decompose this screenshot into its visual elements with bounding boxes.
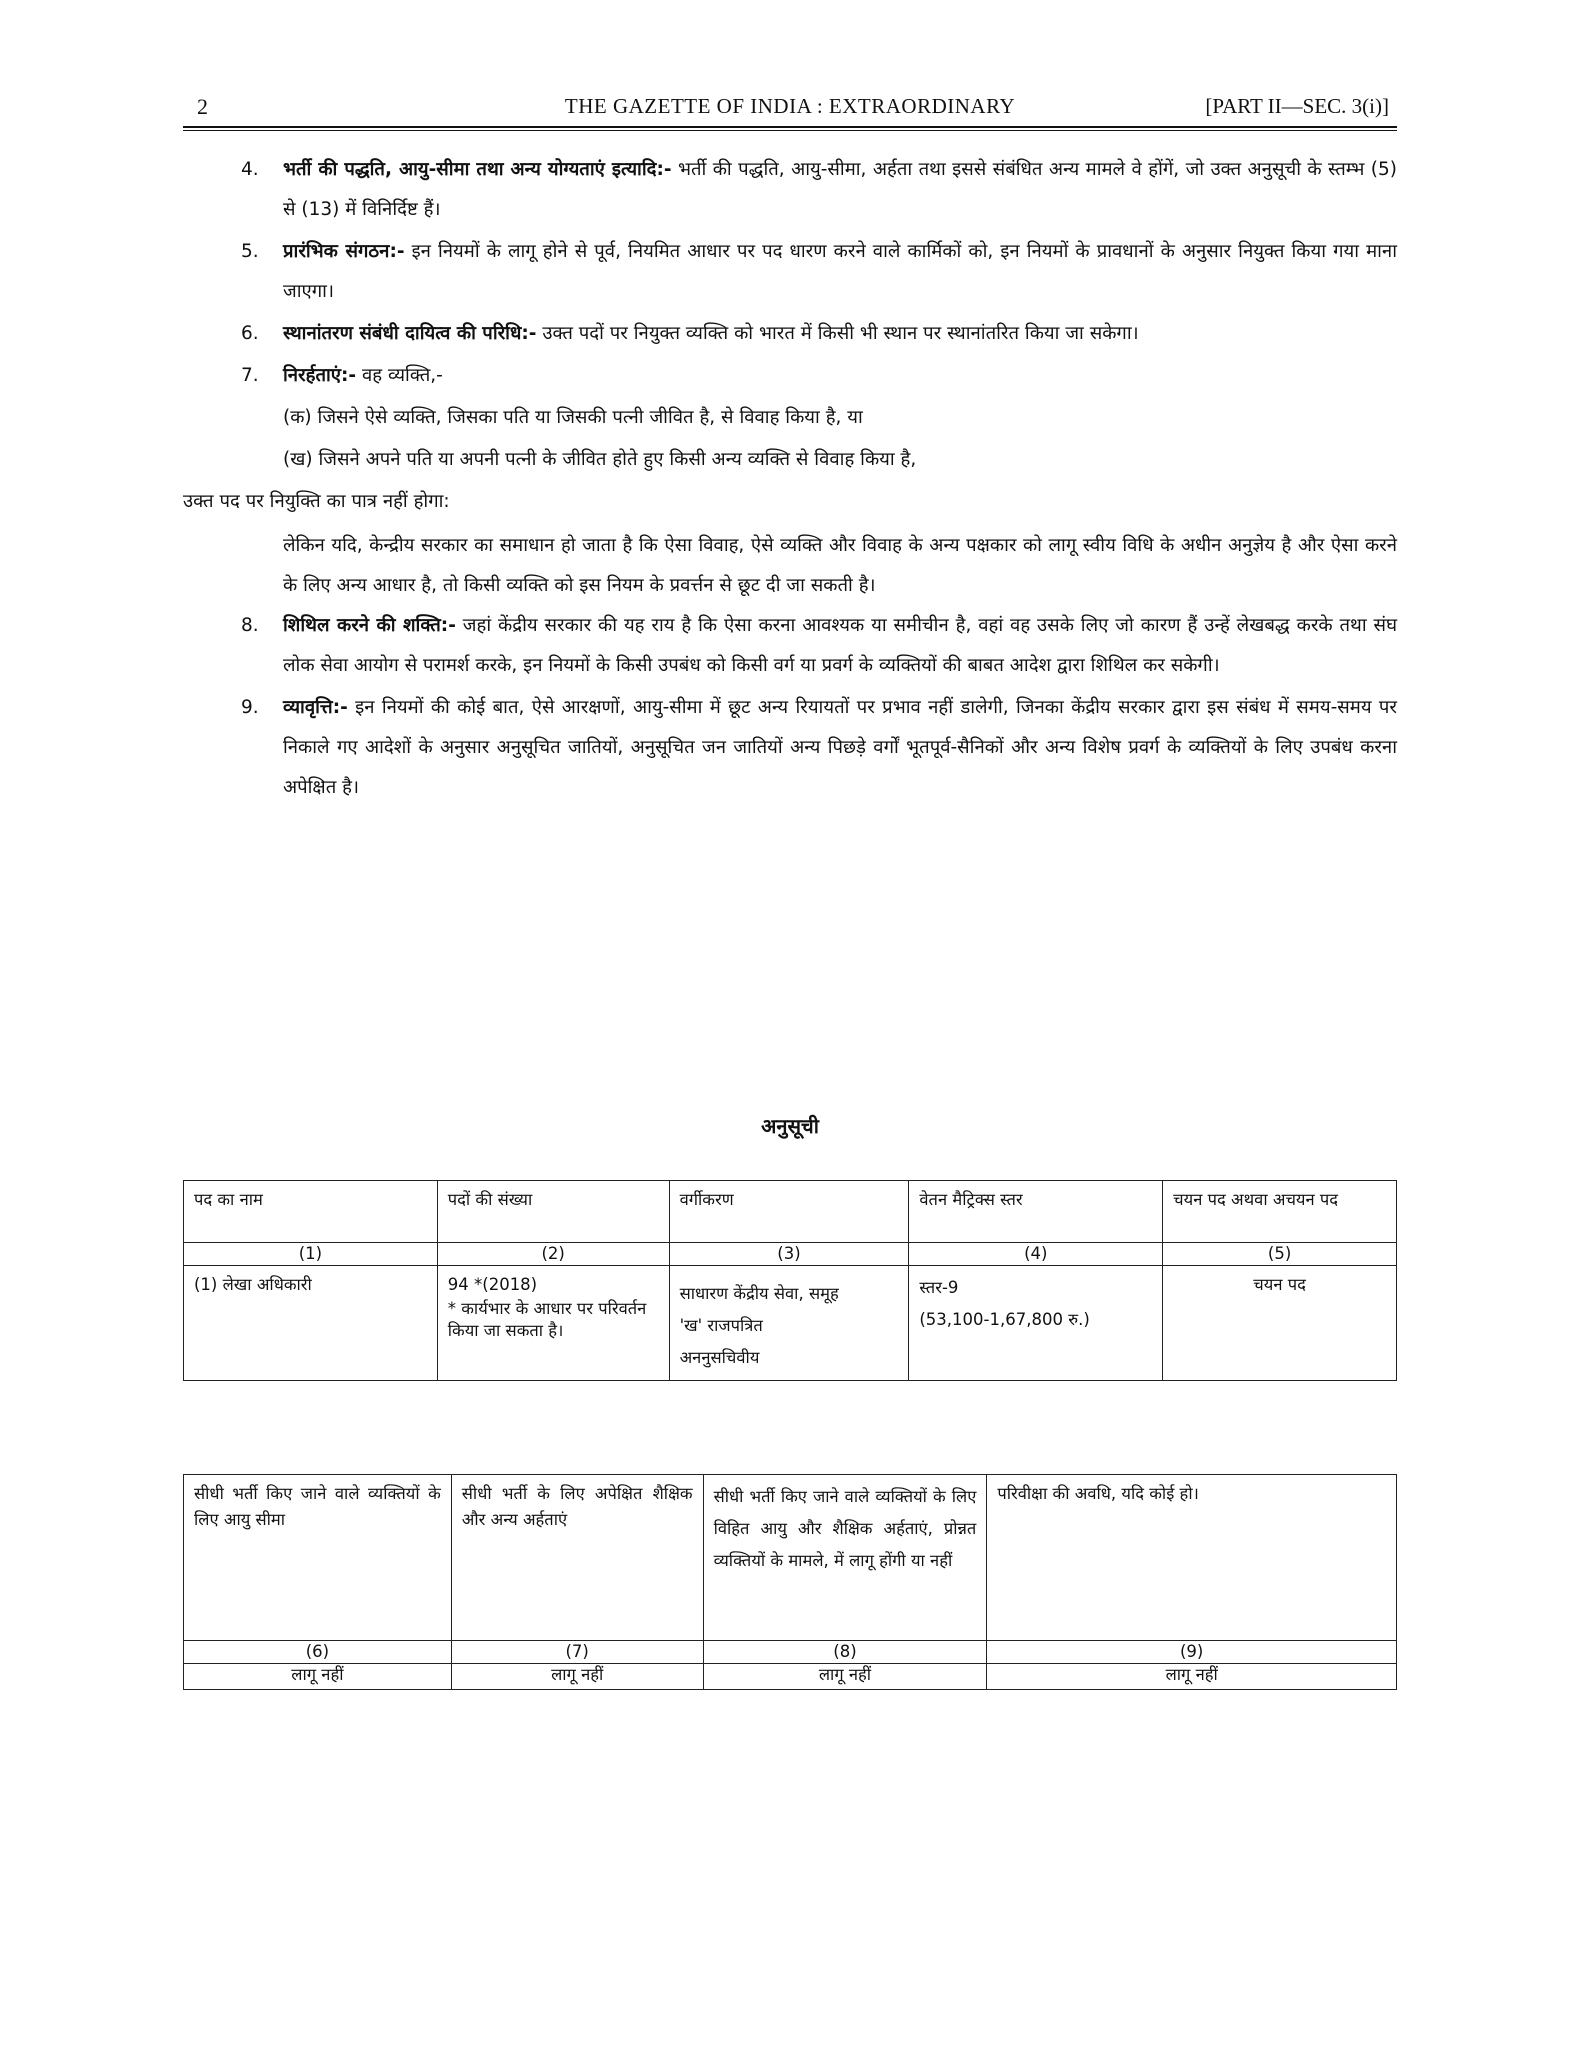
rule-number: 5. (241, 241, 259, 262)
header-rule-thick (183, 126, 1397, 128)
pay-level: स्तर-9 (919, 1278, 959, 1297)
table-cell: लागू नहीं (987, 1664, 1397, 1690)
rule-number: 9. (241, 697, 259, 718)
table-header-cell: पदों की संख्या (437, 1181, 669, 1243)
table-cell: लागू नहीं (184, 1664, 452, 1690)
rule-4 (183, 150, 1397, 230)
schedule-title: अनुसूची (761, 1114, 819, 1138)
selection-cell: चयन पद (1163, 1266, 1397, 1381)
schedule-table-1 (183, 1180, 1397, 1381)
rule-number: 4. (241, 159, 259, 180)
table-header-row (184, 1475, 1397, 1641)
post-name-cell: (1) लेखा अधिकारी (184, 1266, 438, 1381)
rule-number: 7. (241, 365, 259, 386)
column-number: (6) (184, 1641, 452, 1664)
table-header-cell: वर्गीकरण (669, 1181, 909, 1243)
table-number-row (184, 1243, 1397, 1266)
rule-7-clause-ka: (क) जिसने ऐसे व्यक्ति, जिसका पति या जिसकी पत्नी जीवित है, से विवाह किया है, या (283, 407, 863, 428)
column-number: (9) (987, 1641, 1397, 1664)
classification-line: अननुसचिवीय (679, 1348, 760, 1367)
table-header-cell: सीधी भर्ती किए जाने वाले व्यक्तियों के लिए विहित आयु और शैक्षिक अर्हताएं, प्रोन्नत व्यक्तियों के मामले, में लागू होंगी या नहीं (703, 1475, 987, 1641)
rule-7-proviso: लेकिन यदि, केन्द्रीय सरकार का समाधान हो जाता है कि ऐसा विवाह, ऐसे व्यक्ति और विवाह के अन्य पक्षकार को लागू स्वीय विधि के अधीन अनुज्ञेय है और ऐसा करने के लिए अन्य आधार है, तो किसी व्यक्ति को इस नियम के प्रवर्त्तन से छूट दी जा सकती है। (283, 535, 1397, 596)
column-number: (4) (909, 1243, 1163, 1266)
rule-9 (183, 688, 1397, 808)
gazette-title: THE GAZETTE OF INDIA : EXTRAORDINARY (564, 94, 1016, 118)
rules-body (183, 150, 1397, 810)
column-number: (3) (669, 1243, 909, 1266)
rule-7 (183, 356, 1397, 396)
gazette-header (183, 92, 1397, 122)
rule-text: इन नियमों के लागू होने से पूर्व, नियमित आधार पर पद धारण करने वाले कार्मिकों को, इन नियमों के प्रावधानों के अनुसार नियुक्त किया गया माना जाएगा। (283, 241, 1397, 302)
table-header-cell: वेतन मैट्रिक्स स्तर (909, 1181, 1163, 1243)
table-row (184, 1266, 1397, 1381)
rule-6 (183, 314, 1397, 354)
table-header-cell: सीधी भर्ती के लिए अपेक्षित शैक्षिक और अन्य अर्हताएं (451, 1475, 703, 1641)
rule-heading: स्थानांतरण संबंधी दायित्व की परिधि:- (283, 323, 537, 344)
column-number: (2) (437, 1243, 669, 1266)
post-count-cell (437, 1266, 669, 1381)
post-count: 94 *(2018) (447, 1275, 538, 1294)
table-header-cell: चयन पद अथवा अचयन पद (1163, 1181, 1397, 1243)
rule-heading: व्यावृत्ति:- (283, 697, 348, 718)
schedule-table-2 (183, 1474, 1397, 1690)
table-header-cell: परिवीक्षा की अवधि, यदि कोई हो। (987, 1475, 1397, 1641)
column-number: (1) (184, 1243, 438, 1266)
rule-heading: शिथिल करने की शक्ति:- (283, 615, 456, 636)
rule-5 (183, 232, 1397, 312)
post-count-note: * कार्यभार के आधार पर परिवर्तन किया जा सकता है। (447, 1299, 647, 1340)
rule-text: इन नियमों की कोई बात, ऐसे आरक्षणों, आयु-सीमा में छूट अन्य रियायतों पर प्रभाव नहीं डालेगी, जिनका केंद्रीय सरकार द्वारा इस संबंध में समय-समय पर निकाले गए आदेशों के अनुसार अनुसूचित जातियों, अनुसूचित जन जातियों अन्य पिछड़े वर्गों भूतपूर्व-सैनिकों और अन्य विशेष प्रवर्ग के व्यक्तियों के लिए उपबंध करना अपेक्षित है। (283, 697, 1397, 798)
rule-heading: भर्ती की पद्धति, आयु-सीमा तथा अन्य योग्यताएं इत्यादि:- (283, 159, 672, 180)
page-number: 2 (197, 94, 208, 119)
rule-7-clause-kha: (ख) जिसने अपने पति या अपनी पत्नी के जीवित होते हुए किसी अन्य व्यक्ति से विवाह किया है, (283, 449, 917, 470)
classification-line: 'ख' राजपत्रित (679, 1316, 763, 1335)
table-cell: लागू नहीं (703, 1664, 987, 1690)
pay-level-cell (909, 1266, 1163, 1381)
rule-text: जहां केंद्रीय सरकार की यह राय है कि ऐसा करना आवश्यक या समीचीन है, वहां वह उसके लिए जो कारण हैं उन्हें लेखबद्ध करके तथा संघ लोक सेवा आयोग से परामर्श करके, इन नियमों के किसी उपबंध को किसी वर्ग या प्रवर्ग के व्यक्तियों की बाबत आदेश द्वारा शिथिल कर सकेगी। (283, 615, 1397, 676)
rule-7-conclusion: उक्त पद पर नियुक्ति का पात्र नहीं होगा: (183, 491, 450, 512)
classification-line: साधारण केंद्रीय सेवा, समूह (679, 1284, 839, 1303)
table-header-cell: सीधी भर्ती किए जाने वाले व्यक्तियों के लिए आयु सीमा (184, 1475, 452, 1641)
column-number: (5) (1163, 1243, 1397, 1266)
pay-range: (53,100-1,67,800 रु.) (919, 1310, 1090, 1329)
table-cell: लागू नहीं (451, 1664, 703, 1690)
rule-8 (183, 606, 1397, 686)
rule-number: 6. (241, 323, 259, 344)
table-number-row (184, 1641, 1397, 1664)
table-row (184, 1664, 1397, 1690)
rule-text: भर्ती की पद्धति, आयु-सीमा, अर्हता तथा इससे संबंधित अन्य मामले वे होंगें, जो उक्त अनुसूची के स्तम्भ (5) से (13) में विनिर्दिष्ट हैं। (283, 159, 1397, 220)
column-number: (8) (703, 1641, 987, 1664)
rule-text: उक्त पदों पर नियुक्त व्यक्ति को भारत में किसी भी स्थान पर स्थानांतरित किया जा सकेगा। (536, 323, 1139, 344)
part-section-label: [PART II—SEC. 3(i)] (1205, 94, 1389, 118)
rule-text: वह व्यक्ति,- (356, 365, 443, 386)
column-number: (7) (451, 1641, 703, 1664)
rule-heading: निरर्हताएं:- (283, 365, 357, 386)
table-header-row (184, 1181, 1397, 1243)
classification-cell (669, 1266, 909, 1381)
rule-number: 8. (241, 615, 259, 636)
header-rule-thin (183, 130, 1397, 131)
table-header-cell: पद का नाम (184, 1181, 438, 1243)
rule-heading: प्रारंभिक संगठन:- (283, 241, 405, 262)
